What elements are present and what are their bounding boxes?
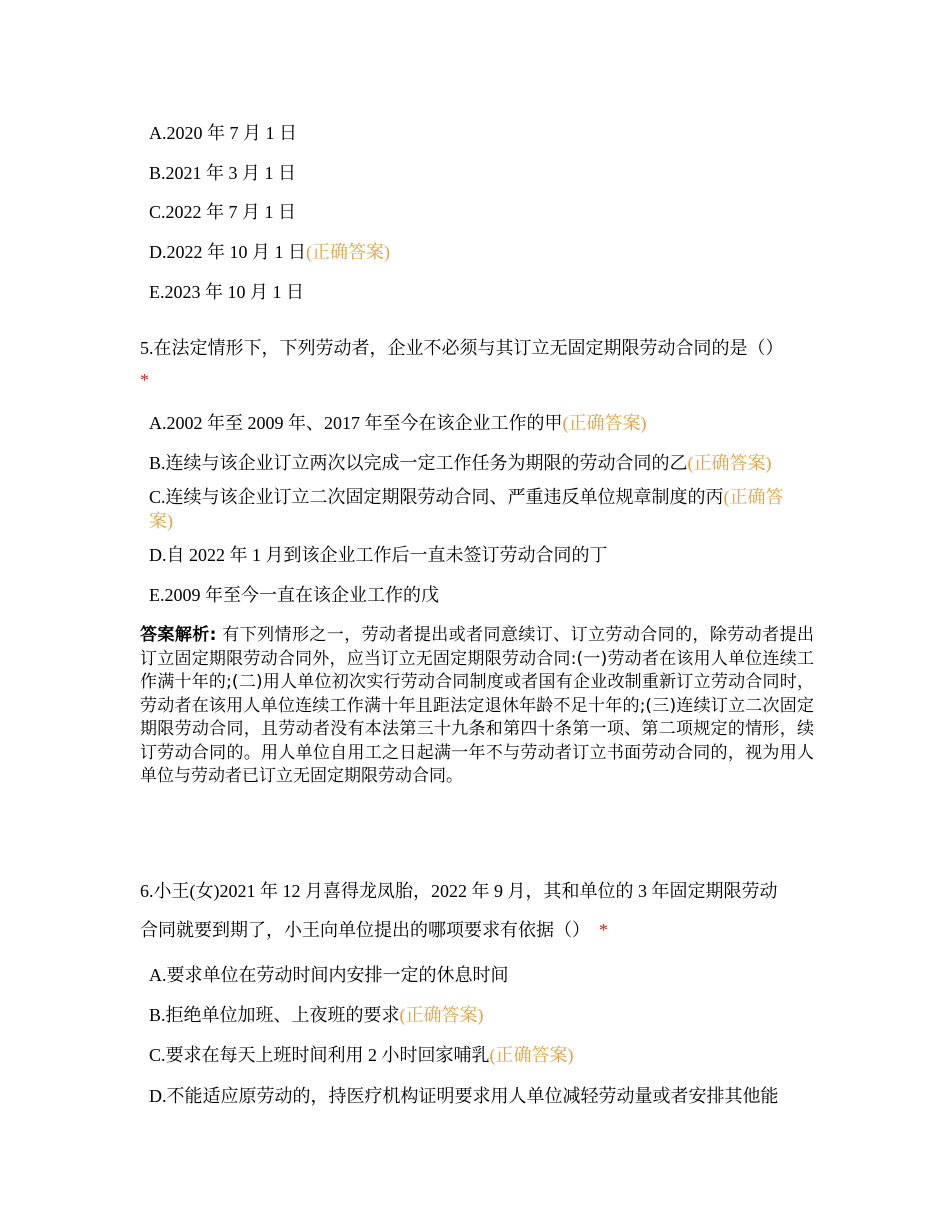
q6-question-line-2: [140, 918, 608, 942]
option-text: D.2022 年 10 月 1 日: [149, 242, 306, 262]
option-text: B.2021 年 3 月 1 日: [149, 163, 297, 183]
required-mark: *: [140, 370, 149, 390]
q6-option-d: [149, 1084, 779, 1108]
q5-option-d: [149, 543, 608, 567]
option-text: A.2020 年 7 月 1 日: [149, 123, 297, 143]
correct-answer-tag: (正确答案): [149, 487, 784, 531]
q4-option-b: [149, 161, 296, 185]
correct-answer-tag: (正确答案): [562, 413, 647, 433]
option-text: B.连续与该企业订立两次以完成一定工作任务为期限的劳动合同的乙: [149, 453, 688, 473]
q4-option-d: [149, 240, 390, 264]
analysis-text: 有下列情形之一，劳动者提出或者同意续订、订立劳动合同的，除劳动者提出订立固定期限劳动合同外，应当订立无固定期限劳动合同:(一)劳动者在该用人单位连续工作满十年的;(二)用人单位初次实行劳动合同制度或者国有企业改制重新订立劳动合同时，劳动者在该用人单位连续工作满十年且距法定退休年龄不足十年的;(三)连续订立二次固定期限劳动合同，且劳动者没有本法第三十九条和第四十条第一项、第二项规定的情形，续订劳动合同的。用人单位自用工之日起满一年不与劳动者订立书面劳动合同的，视为用人单位与劳动者已订立无固定期限劳动合同。: [140, 625, 814, 786]
q4-option-a: [149, 121, 297, 145]
q4-option-c: [149, 200, 296, 224]
q5-question: 5.在法定情形下，下列劳动者，企业不必须与其订立无固定期限劳动合同的是（）: [140, 338, 784, 358]
q5-option-b: [149, 451, 772, 475]
option-text: A.2002 年至 2009 年、2017 年至今在该企业工作的甲: [149, 413, 563, 433]
option-text: C.连续与该企业订立二次固定期限劳动合同、严重违反单位规章制度的丙: [149, 487, 724, 507]
option-text: E.2023 年 10 月 1 日: [149, 282, 304, 302]
analysis-label: 答案解析:: [140, 625, 217, 645]
option-text: C.2022 年 7 月 1 日: [149, 202, 297, 222]
correct-answer-tag: (正确答案): [399, 1005, 484, 1025]
correct-answer-tag: (正确答案): [489, 1045, 574, 1065]
q5-option-e: [149, 583, 439, 607]
option-text: B.拒绝单位加班、上夜班的要求: [149, 1005, 400, 1025]
q6-option-b: [149, 1003, 484, 1027]
required-mark: *: [599, 920, 608, 940]
q5-answer-analysis: [140, 624, 814, 789]
q6-question-line-1: 6.小王(女)2021 年 12 月喜得龙凤胎，2022 年 9 月，其和单位的 3 年固定期限劳动: [140, 881, 778, 901]
correct-answer-tag: (正确答案): [687, 453, 772, 473]
correct-answer-tag: (正确答案): [306, 242, 390, 262]
option-text: E.2009 年至今一直在该企业工作的戊: [149, 585, 439, 605]
q5-option-c: [149, 485, 799, 533]
q6-option-c: [149, 1043, 574, 1067]
option-text: A.要求单位在劳动时间内安排一定的休息时间: [149, 965, 509, 985]
option-text: D.不能适应原劳动的，持医疗机构证明要求用人单位减轻劳动量或者安排其他能: [149, 1086, 779, 1106]
q5-option-a: [149, 411, 647, 435]
q4-option-e: [149, 280, 304, 304]
option-text: C.要求在每天上班时间利用 2 小时回家哺乳: [149, 1045, 490, 1065]
question-text: 合同就要到期了，小王向单位提出的哪项要求有依据（）: [140, 920, 590, 940]
option-text: D.自 2022 年 1 月到该企业工作后一直未签订劳动合同的丁: [149, 545, 608, 565]
q6-option-a: [149, 963, 509, 987]
